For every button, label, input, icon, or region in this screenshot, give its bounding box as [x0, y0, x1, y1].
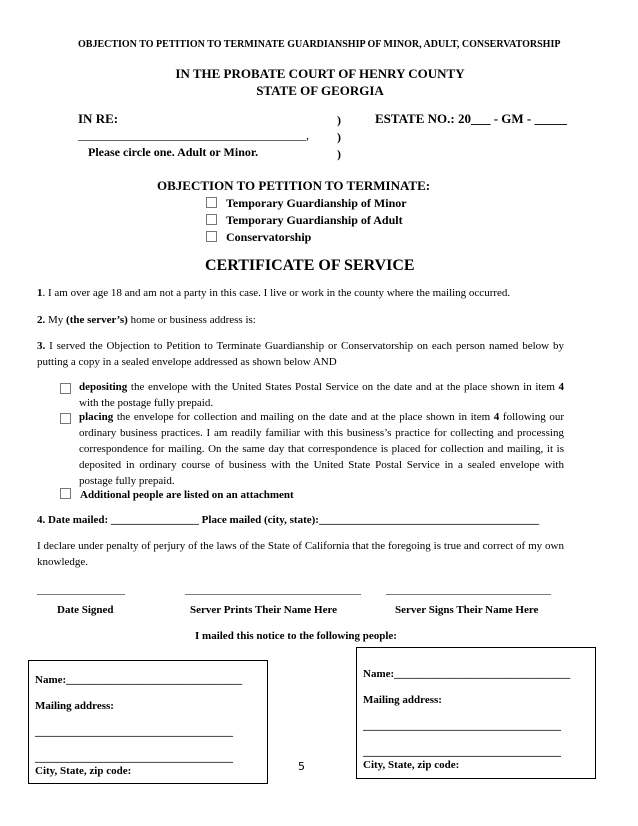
item-1-text: . I am over age 18 and am not a party in this case. I live or work in the county where the mailing occurred. [42, 287, 511, 299]
server-print-line[interactable]: ________________________________ [185, 584, 361, 596]
placing-text: the envelope for collection and mailing on the date and at the place shown in item [113, 411, 494, 423]
in-re-label: IN RE: [78, 111, 119, 126]
city-state-zip-label[interactable]: City, State, zip code: [35, 765, 132, 777]
recipient-name-field[interactable]: Name:________________________________ [363, 668, 571, 680]
item-3-number: 3. [37, 340, 46, 352]
respondent-name-blank[interactable]: ______________________________________, [78, 128, 309, 142]
item-2-server: (the server’s) [66, 314, 128, 326]
court-state: STATE OF GEORGIA [256, 83, 384, 98]
mailing-address-blank[interactable]: ____________________________________ [35, 726, 233, 738]
caption-paren: ) [337, 113, 341, 127]
item-2 [37, 314, 256, 326]
mailing-address-blank[interactable]: ____________________________________ [35, 752, 233, 764]
checkbox-icon[interactable] [60, 413, 71, 424]
circle-note: Please circle one. Adult or Minor. [88, 145, 259, 159]
placing-item: 4 [493, 411, 500, 423]
caption-paren: ) [337, 147, 341, 161]
certificate-heading: CERTIFICATE OF SERVICE [205, 257, 415, 274]
depositing-text: the envelope with the United States Postal Service on the date and at the place shown in item [127, 381, 559, 393]
item-1 [37, 287, 510, 299]
objection-heading: OBJECTION TO PETITION TO TERMINATE: [157, 178, 431, 193]
declaration: I declare under penalty of perjury of the laws of the State of California that the foregoing is true and correct of my own knowledge. [37, 540, 564, 568]
item-2-number: 2. [37, 314, 46, 326]
mailing-address-blank[interactable]: ____________________________________ [363, 746, 561, 758]
placing-label: placing [79, 411, 114, 423]
depositing-item: 4 [558, 381, 564, 393]
address-box-2 [356, 647, 596, 779]
city-state-zip-label[interactable]: City, State, zip code: [363, 759, 460, 771]
option-depositing [79, 379, 564, 411]
date-signed-line[interactable]: ________________ [37, 584, 125, 596]
estate-number[interactable]: ESTATE NO.: 20___ - GM - _____ [375, 111, 567, 126]
form-header-title: OBJECTION TO PETITION TO TERMINATE GUARDIANSHIP OF MINOR, ADULT, CONSERVATORSHIP [78, 39, 561, 50]
server-print-label: Server Prints Their Name Here [190, 604, 338, 616]
item-4-date-place[interactable]: 4. Date mailed: ________________ Place mailed (city, state):________________________________________ [37, 514, 539, 526]
option-adult[interactable] [206, 213, 403, 228]
option-conservatorship-label: Conservatorship [226, 230, 312, 244]
option-additional[interactable] [60, 488, 294, 501]
item-1-number: 1 [37, 287, 43, 299]
option-adult-label: Temporary Guardianship of Adult [226, 213, 403, 227]
checkbox-icon[interactable] [60, 488, 71, 499]
checkbox-icon[interactable] [206, 214, 217, 225]
placing-tail: following our ordinary business practices. I am readily familiar with this business’s practice for collecting and processing correspondence for mailing. On the same day that correspondence is placed for collection and mailing, it is deposited in ordinary course of business with the United State Postal Service in a sealed envelope with postage fully prepaid. [79, 411, 564, 487]
option-conservatorship[interactable] [206, 230, 311, 245]
checkbox-icon[interactable] [206, 197, 217, 208]
checkbox-icon[interactable] [60, 383, 71, 394]
court-name: IN THE PROBATE COURT OF HENRY COUNTY [175, 66, 465, 81]
mailing-address-blank[interactable]: ____________________________________ [363, 720, 561, 732]
mailing-address-label: Mailing address: [35, 700, 114, 712]
additional-label: Additional people are listed on an attachment [80, 489, 294, 501]
mailed-notice: I mailed this notice to the following people: [195, 630, 397, 642]
server-sign-label: Server Signs Their Name Here [395, 604, 539, 616]
item-2-post: home or business address is: [127, 314, 256, 326]
recipient-name-field[interactable]: Name:________________________________ [35, 674, 243, 686]
option-placing [79, 409, 564, 489]
item-3-text: I served the Objection to Petition to Terminate Guardianship or Conservatorship on each person named below by putting a copy in a sealed envelope addressed as shown below AND [37, 340, 564, 368]
option-minor-label: Temporary Guardianship of Minor [226, 196, 407, 210]
checkbox-icon[interactable] [206, 231, 217, 242]
item-3 [37, 338, 564, 370]
server-sign-line[interactable]: ______________________________ [386, 584, 551, 596]
depositing-tail: with the postage fully prepaid. [79, 397, 214, 409]
item-2-pre: My [45, 314, 67, 326]
caption-paren: ) [337, 130, 341, 144]
address-box-1 [28, 660, 268, 784]
depositing-label: depositing [79, 381, 128, 393]
page-number: 5 [298, 760, 305, 773]
date-signed-label: Date Signed [57, 604, 114, 616]
mailing-address-label: Mailing address: [363, 694, 442, 706]
option-minor[interactable] [206, 196, 407, 211]
